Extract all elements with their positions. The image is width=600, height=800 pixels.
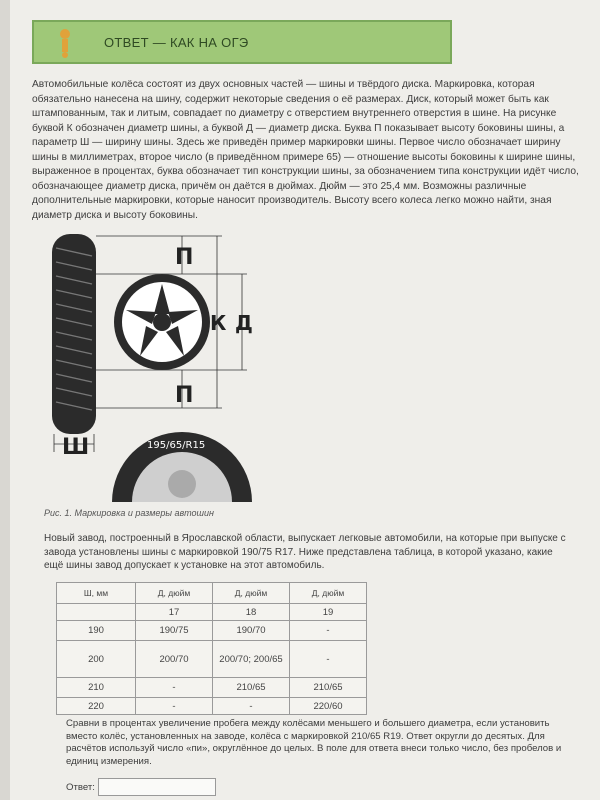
label-p-bottom: П [175, 383, 194, 408]
table-row [57, 641, 367, 678]
intro-paragraph: Автомобильные колёса состоят из двух основных частей — шины и твёрдого диска. Маркировка, которая обязательно нанесена на шину, содержит некоторые сведения о её размерах. Диск, который может быть как штампованным, так и литым, совпадает по диаметру с отверстием внутреннего отверстия в шине. На рисунке буквой К обозначен диаметр шины, а буквой Д — диаметр диска. Буква П показывает высоту боковины шины, а параметр Ш — ширину шины. Здесь же приведён пример маркировки шины. Первое число обозначает ширину шины в миллиметрах, второе число (в приведённом примере 65) — отношение высоты боковины к ширине шины, выраженное в процентах, буква обозначает тип конструкции шины, за обозначением типа конструкции идёт число, обозначающее диаметр диска, причём он даётся в дюймах. Дюйм — это 25,4 мм. Возможны различные дополнительные маркировки, которые наносит производитель. Высоту всего колеса легко можно найти, зная диаметр диска и высоту боковины. [32, 79, 579, 221]
label-d: Д [235, 311, 253, 335]
wheel-rim [114, 274, 210, 370]
question-paragraph: Сравни в процентах увеличение пробега между колёсами меньшего и большего диаметра, если установить вместо колёс, установленных на заводе, колёса с маркировкой 210/65 R19. Ответ округли до десятых. Для расчётов используй число «пи», округлённое до целых. В поле для ответа внеси только число, без пробелов и единиц измерения. [66, 718, 562, 767]
tire-diagram [32, 222, 272, 502]
problem-paragraph: Новый завод, построенный в Ярославской области, выпускает легковые автомобили, на которые при выпуске с завода установлены шины с маркировкой 190/75 R17. Ниже представлена таблица, в которой указано, какие ещё шины завод допускает к установке на этот автомобиль. [44, 533, 566, 571]
tire-tread-side [52, 234, 96, 434]
table-cell: 19 [290, 604, 367, 621]
table-cell: - [290, 621, 367, 641]
table-row [57, 621, 367, 641]
table-cell: - [213, 698, 290, 715]
table-header: Д, дюйм [213, 583, 290, 604]
table-cell: 210/65 [213, 678, 290, 698]
table-cell: 200 [57, 641, 136, 678]
label-k: К [210, 311, 227, 335]
table-cell: 200/70 [136, 641, 213, 678]
table-row [57, 678, 367, 698]
table-cell: 190/75 [136, 621, 213, 641]
table-cell: - [136, 698, 213, 715]
table-row [57, 604, 367, 621]
label-p-top: П [175, 245, 194, 270]
table-cell: - [290, 641, 367, 678]
figure-caption: Рис. 1. Маркировка и размеры автошин [44, 508, 214, 518]
table-cell: 220/60 [290, 698, 367, 715]
table-cell: - [136, 678, 213, 698]
table-header: Ш, мм [57, 583, 136, 604]
label-w: Ш [62, 435, 90, 460]
table-cell: 200/70; 200/65 [213, 641, 290, 678]
table-cell: 190 [57, 621, 136, 641]
table-cell: 210/65 [290, 678, 367, 698]
answer-banner [32, 20, 452, 64]
answer-label: Ответ: [66, 782, 95, 793]
table-header: Д, дюйм [136, 583, 213, 604]
answer-input[interactable] [98, 778, 216, 796]
table-row [57, 698, 367, 715]
table-cell: 190/70 [213, 621, 290, 641]
tire-marking-label: 195/65/R15 [147, 440, 206, 451]
table-cell: 17 [136, 604, 213, 621]
worksheet [10, 0, 600, 800]
table-cell: 220 [57, 698, 136, 715]
table-cell: 18 [213, 604, 290, 621]
tire-table [56, 582, 367, 715]
table-cell [57, 604, 136, 621]
table-header: Д, дюйм [290, 583, 367, 604]
tire-marking-view [112, 432, 252, 502]
table-cell: 210 [57, 678, 136, 698]
banner-title: ОТВЕТ — КАК НА ОГЭ [104, 35, 249, 50]
exclamation-icon [52, 28, 78, 58]
